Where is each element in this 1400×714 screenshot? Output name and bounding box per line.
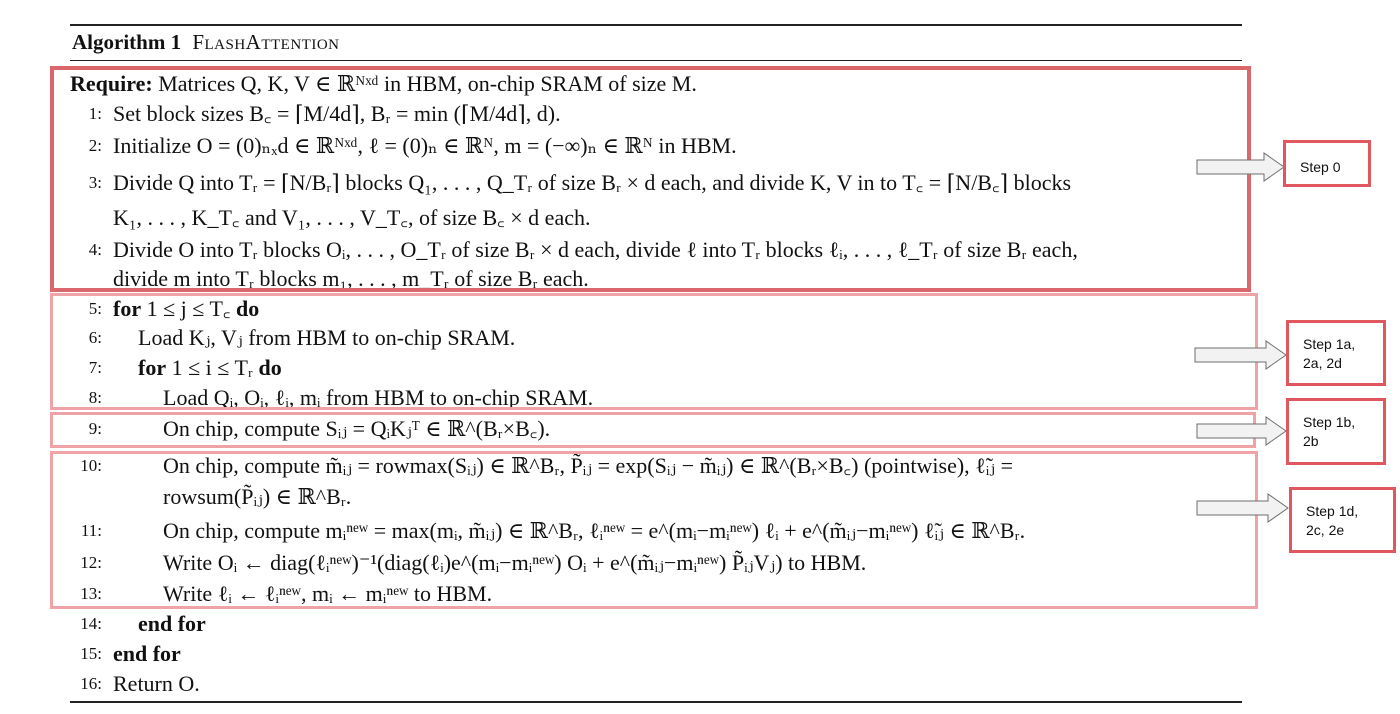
line-number: 1: — [88, 104, 102, 123]
line-number: 12: — [80, 553, 102, 572]
for-keyword: for — [138, 355, 167, 380]
step-1b-highlight-box — [50, 412, 1256, 448]
line-text: 1 ≤ i ≤ Tᵣ — [166, 355, 259, 380]
line-text: Write Oᵢ ← diag(ℓᵢⁿᵉʷ)⁻¹(diag(ℓᵢ)e^(mᵢ−mᵢⁿᵉʷ) Oᵢ + e^(m̃ᵢⱼ−mᵢⁿᵉʷ) P̃ᵢⱼVⱼ) to HBM. — [163, 550, 867, 575]
step-1b-label-box — [1286, 398, 1386, 465]
step-0-label-box — [1283, 140, 1371, 187]
line-number: 16: — [80, 674, 102, 693]
line-number: 8: — [88, 388, 102, 407]
line-text: On chip, compute Sᵢⱼ = QᵢKⱼᵀ ∈ ℝ^(Bᵣ×B꜀). — [163, 416, 551, 441]
line-number: 6: — [88, 328, 102, 347]
step-1d-label-line-1: Step 1d, — [1306, 503, 1359, 519]
step-1a-label-line-2: 2a, 2d — [1303, 355, 1342, 371]
line-text: On chip, compute m̃ᵢⱼ = rowmax(Sᵢⱼ) ∈ ℝ^Bᵣ, P̃ᵢⱼ = exp(Sᵢⱼ − m̃ᵢⱼ) ∈ ℝ^(Bᵣ×B꜀) (pointwise), ℓ̃ᵢⱼ = — [163, 453, 1014, 478]
step-1a-label-line-1: Step 1a, — [1303, 336, 1356, 352]
step-1a-highlight-box — [50, 293, 1258, 410]
line-text: 1 ≤ j ≤ T꜀ — [141, 296, 237, 321]
line-text: divide m into Tᵣ blocks m₁, . . . , m_Tᵣ of size Bᵣ each. — [113, 266, 589, 291]
line-number: 7: — [88, 358, 102, 377]
step-1d-highlight-box — [50, 451, 1258, 609]
algorithm-line — [70, 669, 1246, 699]
line-text: Set block sizes B꜀ = ⌈M/4d⌉, Bᵣ = min (⌈M/4d⌉, d). — [113, 101, 561, 126]
line-text: Initialize O = (0)ₙₓd ∈ ℝᴺˣᵈ, ℓ = (0)ₙ ∈ ℝᴺ, m = (−∞)ₙ ∈ ℝᴺ in HBM. — [113, 133, 737, 158]
line-number: 15: — [80, 644, 102, 663]
line-text: Load Kⱼ, Vⱼ from HBM to on-chip SRAM. — [138, 325, 516, 350]
line-number: 3: — [88, 173, 102, 192]
step-1d-arrow-icon — [1196, 493, 1290, 523]
require-text: Matrices Q, K, V ∈ ℝᴺˣᵈ in HBM, on-chip SRAM of size M. — [152, 71, 697, 96]
step-1b-arrow-icon — [1196, 416, 1288, 446]
step-1b-label-line-1: Step 1b, — [1303, 414, 1356, 430]
do-keyword: do — [258, 355, 282, 380]
end-for-keyword: end for — [113, 641, 181, 666]
bottom-rule — [70, 701, 1242, 703]
line-text: Load Qᵢ, Oᵢ, ℓᵢ, mᵢ from HBM to on-chip SRAM. — [163, 385, 594, 410]
algorithm-line — [70, 639, 1246, 669]
step-1a-arrow-icon — [1194, 340, 1288, 370]
line-text: rowsum(P̃ᵢⱼ) ∈ ℝ^Bᵣ. — [163, 484, 352, 509]
step-1a-label-box — [1286, 320, 1386, 386]
line-number: 9: — [88, 419, 102, 438]
top-rule — [70, 24, 1242, 26]
step-1d-label-box — [1289, 487, 1396, 553]
algorithm-label: Algorithm 1 — [72, 30, 182, 54]
line-number: 11: — [80, 521, 102, 540]
for-keyword: for — [113, 296, 142, 321]
step-1b-label-line-2: 2b — [1303, 433, 1319, 449]
line-text: Divide Q into Tᵣ = ⌈N/Bᵣ⌉ blocks Q₁, . . . , Q_Tᵣ of size Bᵣ × d each, and divide K, V in to T꜀ = ⌈N/B꜀⌉ blocks — [113, 170, 1072, 195]
require-keyword: Require: — [70, 71, 153, 96]
do-keyword: do — [236, 296, 260, 321]
line-number: 5: — [88, 299, 102, 318]
line-text: Divide O into Tᵣ blocks Oᵢ, . . . , O_Tᵣ of size Bᵣ × d each, divide ℓ into Tᵣ blocks ℓᵢ, . . . , ℓ_Tᵣ of size Bᵣ each, — [113, 237, 1078, 262]
step-0-label: Step 0 — [1300, 159, 1341, 175]
algorithm-line — [70, 609, 1246, 639]
step-1d-label-line-2: 2c, 2e — [1306, 522, 1345, 538]
algorithm-title — [72, 30, 340, 55]
line-text: Write ℓᵢ ← ℓᵢⁿᵉʷ, mᵢ ← mᵢⁿᵉʷ to HBM. — [163, 581, 493, 606]
line-text: Return O. — [113, 671, 200, 696]
title-rule — [70, 60, 1242, 61]
line-text: K₁, . . . , K_T꜀ and V₁, . . . , V_T꜀, of size B꜀ × d each. — [113, 205, 591, 230]
step-0-highlight-box — [50, 66, 1251, 292]
line-number: 13: — [80, 584, 102, 603]
line-number: 4: — [88, 240, 102, 259]
end-for-keyword: end for — [138, 611, 206, 636]
line-number: 14: — [80, 614, 102, 633]
line-text: On chip, compute mᵢⁿᵉʷ = max(mᵢ, m̃ᵢⱼ) ∈ ℝ^Bᵣ, ℓᵢⁿᵉʷ = e^(mᵢ−mᵢⁿᵉʷ) ℓᵢ + e^(m̃ᵢⱼ−mᵢⁿᵉʷ) ℓ̃ᵢⱼ ∈ ℝ^Bᵣ. — [163, 518, 1026, 543]
algorithm-name: FlashAttention — [192, 30, 340, 54]
line-number: 2: — [88, 136, 102, 155]
step-0-arrow-icon — [1196, 152, 1286, 182]
line-number: 10: — [80, 456, 102, 475]
